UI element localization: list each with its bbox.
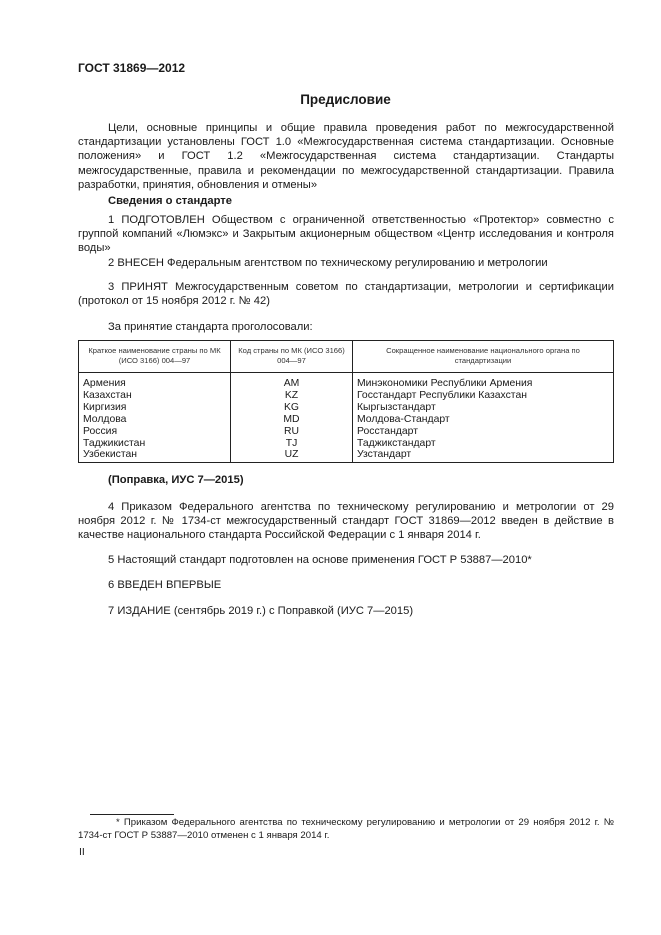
cell-code: KZ <box>231 390 353 402</box>
header-country-code: Код страны по МК (ИСО 3166) 004—97 <box>231 341 353 373</box>
cell-body: Госстандарт Республики Казахстан <box>353 390 614 402</box>
item-4-order: 4 Приказом Федерального агентства по техническому регулированию и метрологии от 29 ноября 2012 г. № 1734-ст межгосударственный стандарт ГОСТ 31869—2012 введен в действие в качестве национального стандарта Российской Федерации с 1 января 2014 г. <box>78 501 614 542</box>
table-row <box>79 438 614 450</box>
cell-body: Кыргызстандарт <box>353 402 614 414</box>
section-heading: Сведения о стандарте <box>108 195 232 207</box>
table-row <box>79 414 614 426</box>
cell-code: UZ <box>231 449 353 462</box>
footnote-divider <box>90 814 174 815</box>
page-title: Предисловие <box>300 92 391 107</box>
header-country-name: Краткое наименование страны по МК (ИСО 3166) 004—97 <box>79 341 231 373</box>
cell-country: Молдова <box>79 414 231 426</box>
cell-country: Таджикистан <box>79 438 231 450</box>
amendment-note: (Поправка, ИУС 7—2015) <box>108 474 244 486</box>
table-row <box>79 449 614 462</box>
item-3-adopted: 3 ПРИНЯТ Межгосударственным советом по стандартизации, метрологии и сертификации (протокол от 15 ноября 2012 г. № 42) <box>78 281 614 308</box>
intro-paragraph: Цели, основные принципы и общие правила проведения работ по межгосударственной стандартизации установлены ГОСТ 1.0 «Межгосударственная система стандартизации. Основные положения» и ГОСТ 1.2 «Межгосударственная система стандартизации. Стандарты межгосударственные, правила и рекомендации по межгосударственной стандартизации. Правила разработки, принятия, обновления и отмены» <box>78 122 614 191</box>
table-header-row <box>79 341 614 373</box>
table-row <box>79 426 614 438</box>
cell-body: Минэкономики Республики Армения <box>353 373 614 390</box>
cell-country: Казахстан <box>79 390 231 402</box>
header-standards-body: Сокращенное наименование национального органа по стандартизации <box>353 341 614 373</box>
cell-code: RU <box>231 426 353 438</box>
cell-code: KG <box>231 402 353 414</box>
cell-country: Россия <box>79 426 231 438</box>
vote-caption: За принятие стандарта проголосовали: <box>108 321 313 333</box>
item-6-first-introduced: 6 ВВЕДЕН ВПЕРВЫЕ <box>108 579 222 591</box>
cell-country: Узбекистан <box>79 449 231 462</box>
cell-code: AM <box>231 373 353 390</box>
cell-body: Таджикстандарт <box>353 438 614 450</box>
cell-body: Молдова-Стандарт <box>353 414 614 426</box>
cell-body: Росстандарт <box>353 426 614 438</box>
item-5-basis: 5 Настоящий стандарт подготовлен на основе применения ГОСТ Р 53887—2010* <box>108 554 532 566</box>
table-row <box>79 373 614 390</box>
footnote: * Приказом Федерального агентства по техническому регулированию и метрологии от 29 ноября 2012 г. № 1734-ст ГОСТ Р 53887—2010 отменен с 1 января 2014 г. <box>78 817 614 841</box>
document-code-header: ГОСТ 31869—2012 <box>78 61 186 75</box>
item-2-introduced: 2 ВНЕСЕН Федеральным агентством по техническому регулированию и метрологии <box>108 257 548 269</box>
cell-country: Киргизия <box>79 402 231 414</box>
cell-body: Узстандарт <box>353 449 614 462</box>
item-1-prepared: 1 ПОДГОТОВЛЕН Обществом с ограниченной ответственностью «Протектор» совместно с группой компаний «Люмэкс» и Закрытым акционерным обществом «Центр исследования и контроля воды» <box>78 214 614 255</box>
item-7-edition: 7 ИЗДАНИЕ (сентябрь 2019 г.) с Поправкой (ИУС 7—2015) <box>108 605 414 617</box>
table-row <box>79 390 614 402</box>
cell-code: MD <box>231 414 353 426</box>
page-number: II <box>79 846 85 858</box>
cell-code: TJ <box>231 438 353 450</box>
table-row <box>79 402 614 414</box>
cell-country: Армения <box>79 373 231 390</box>
voting-countries-table <box>78 340 614 463</box>
